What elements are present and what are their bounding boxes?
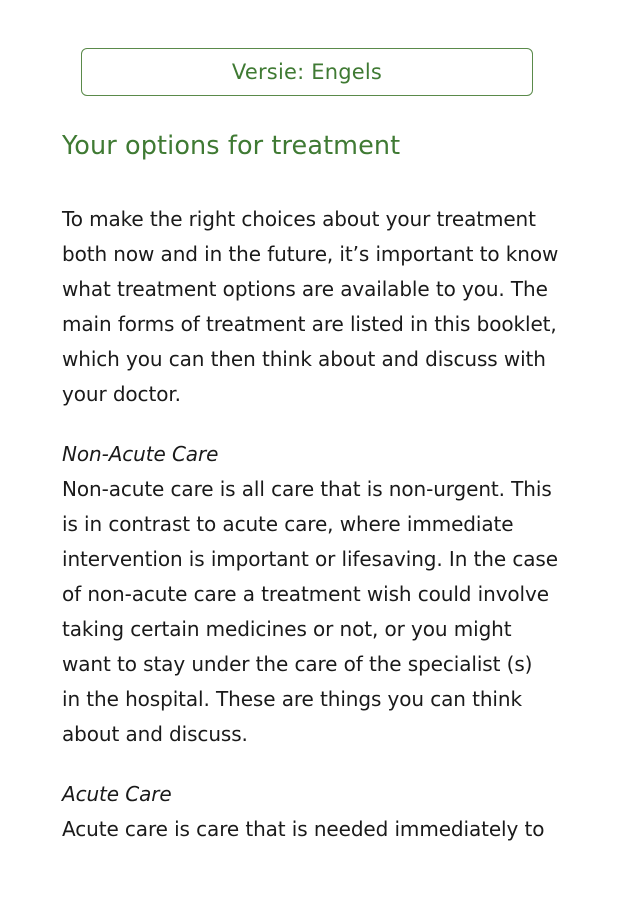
text-line: To make the right choices about your treatment — [62, 207, 536, 231]
text-line: what treatment options are available to you. The — [62, 277, 548, 301]
text-line: intervention is important or lifesaving. In the case — [62, 547, 558, 571]
text-line: which you can then think about and discuss with — [62, 347, 546, 371]
spacer — [62, 412, 582, 437]
text-line: about and discuss. — [62, 722, 248, 746]
section-acute-care — [62, 777, 582, 847]
text-line: in the hospital. These are things you can think — [62, 687, 522, 711]
document-body — [62, 202, 582, 847]
text-line: taking certain medicines or not, or you might — [62, 617, 512, 641]
page-title: Your options for treatment — [62, 131, 401, 161]
section-heading: Acute Care — [62, 782, 172, 806]
section-non-acute-care — [62, 437, 582, 752]
version-label-box — [81, 48, 533, 96]
text-line: Acute care is care that is needed immediately to — [62, 817, 545, 841]
version-label: Versie: Engels — [231, 60, 383, 84]
intro-paragraph — [62, 202, 582, 412]
section-heading: Non-Acute Care — [62, 442, 219, 466]
text-line: Non-acute care is all care that is non-urgent. This — [62, 477, 552, 501]
text-line: your doctor. — [62, 382, 181, 406]
text-line: is in contrast to acute care, where immediate — [62, 512, 514, 536]
spacer — [62, 752, 582, 777]
text-line: main forms of treatment are listed in this booklet, — [62, 312, 557, 336]
text-line: both now and in the future, it’s important to know — [62, 242, 559, 266]
text-line: want to stay under the care of the specialist (s) — [62, 652, 533, 676]
text-line: of non-acute care a treatment wish could involve — [62, 582, 549, 606]
